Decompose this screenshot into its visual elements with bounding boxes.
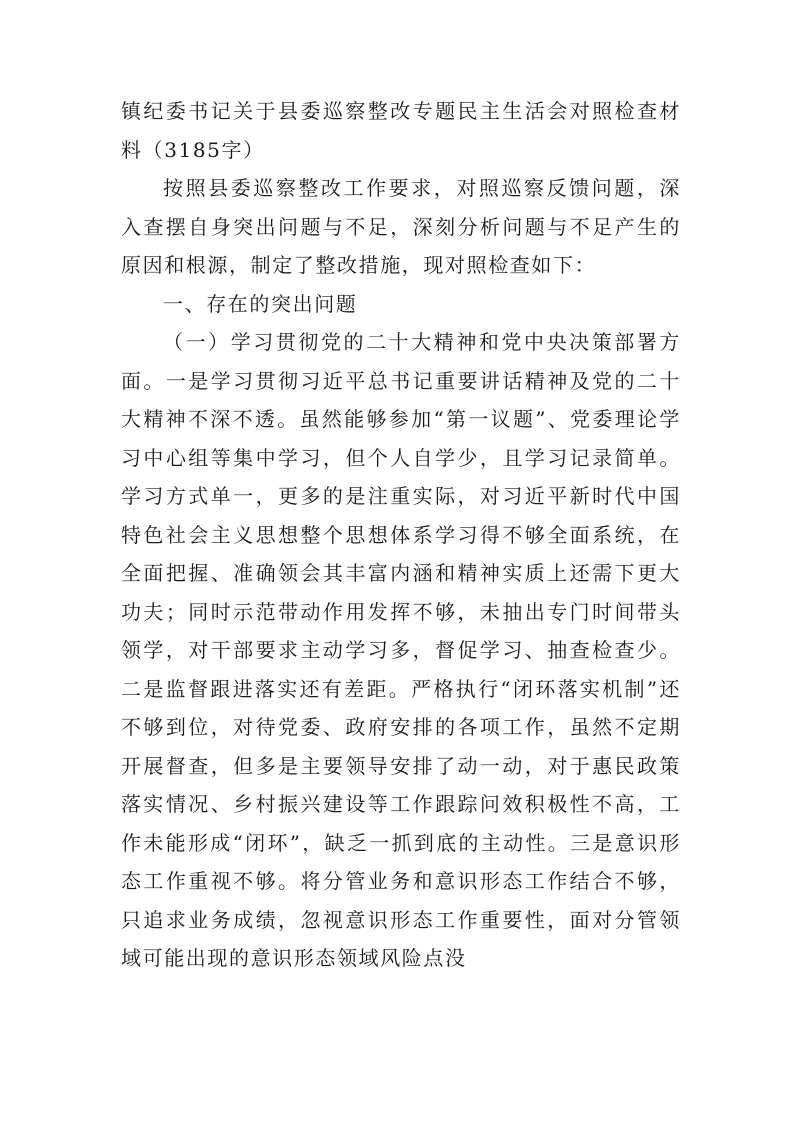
section-heading: 一、存在的突出问题 — [163, 291, 358, 316]
body-paragraph: （一）学习贯彻党的二十大精神和党中央决策部署方面。一是学习贯彻习近平总书记重要讲话精神及党的二十大精神不深不透。虽然能够参加“第一议题”、党委理论学习中心组等集中学习，但个人自学少，且学习记录简单。学习方式单一，更多的是注重实际，对习近平新时代中国特色社会主义思想整个思想体系学习得不够全面系统，在全面把握、准确领会其丰富内涵和精神实质上还需下更大功夫；同时示范带动作用发挥不够，未抽出专门时间带头领学，对干部要求主动学习多，督促学习、抽查检查少。二是监督跟进落实还有差距。严格执行“闭环落实机制”还不够到位，对待党委、政府安排的各项工作，虽然不定期开展督查，但多是主要领导安排了动一动，对于惠民政策落实情况、乡村振兴建设等工作跟踪问效积极性不高，工作未能形成“闭环”，缺乏一抓到底的主动性。三是意识形态工作重视不够。将分管业务和意识形态工作结合不够，只追求业务成绩，忽视意识形态工作重要性，面对分管领域可能出现的意识形态领域风险点没 — [121, 330, 681, 970]
document-body — [121, 92, 681, 978]
intro-paragraph: 按照县委巡察整改工作要求，对照巡察反馈问题，深入查摆自身突出问题与不足，深刻分析问题与不足产生的原因和根源，制定了整改措施，现对照检查如下： — [121, 176, 681, 277]
document-title: 镇纪委书记关于县委巡察整改专题民主生活会对照检查材料（3185字） — [121, 99, 681, 162]
